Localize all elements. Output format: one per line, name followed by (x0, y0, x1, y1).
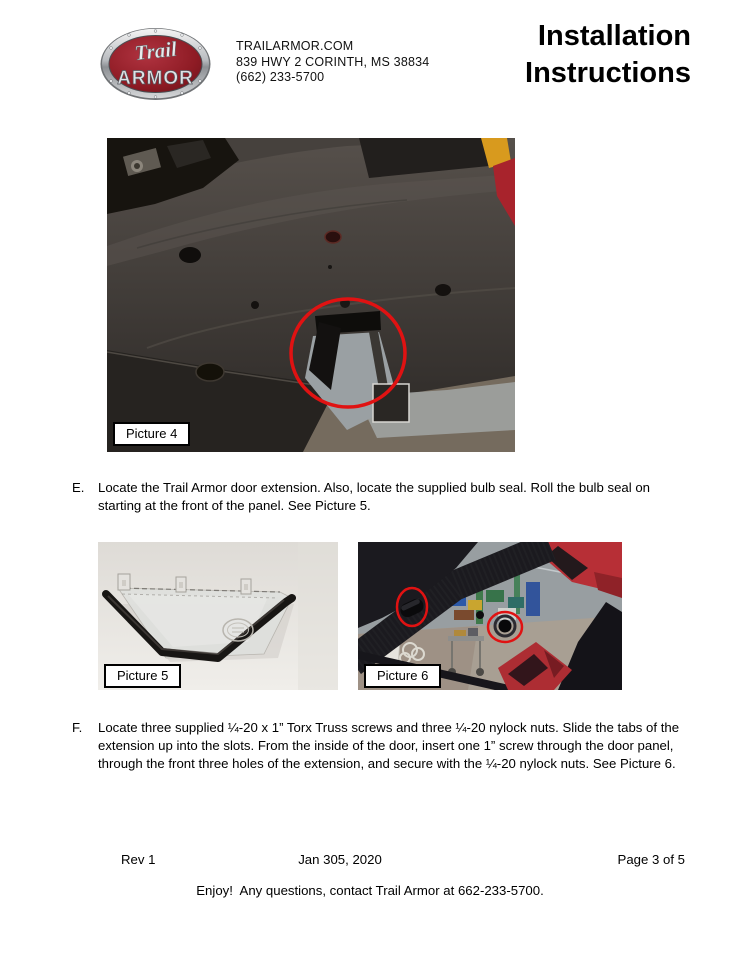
company-phone: (662) 233-5700 (236, 70, 325, 84)
step-e-text: Locate the Trail Armor door extension. Also, locate the supplied bulb seal. Roll the bulb seal on starting at the front of the panel. See Picture 5. (98, 480, 651, 513)
picture-4-photo (107, 138, 515, 452)
step-f-letter: F. (72, 720, 83, 735)
step-e (72, 479, 694, 515)
footer (0, 852, 740, 870)
picture-4-graphic (107, 138, 515, 452)
trail-armor-logo (99, 26, 212, 101)
picture-4-label: Picture 4 (113, 422, 190, 446)
step-e-letter: E. (72, 480, 85, 495)
picture-6-photo (358, 542, 622, 690)
footer-revision: Rev 1 (121, 852, 156, 867)
picture-6-label: Picture 6 (364, 664, 441, 688)
footer-contact-line: Enjoy! Any questions, contact Trail Armor at 662-233-5700. (196, 883, 544, 898)
picture-5-photo (98, 542, 338, 690)
footer-date: Jan 305, 2020 (298, 852, 382, 867)
logo-word-armor: ARMOR (117, 68, 194, 89)
company-address: 839 HWY 2 CORINTH, MS 38834 (236, 54, 430, 69)
page-title (371, 18, 691, 92)
step-f-text: Locate three supplied ¼-20 x 1” Torx Truss screws and three ¼-20 nylock nuts. Slide the tabs of the extension up into the slots. From the inside of the door, insert one 1” screw through the door panel, through the front three holes of the extension, and secure with the ¼-20 nylock nuts. See Picture 6. (98, 720, 680, 771)
picture-5-label: Picture 5 (104, 664, 181, 688)
logo-word-trail: Trail (133, 36, 179, 66)
page-title-line1: Installation (537, 20, 691, 52)
trail-armor-logo-graphic (99, 26, 212, 101)
page-title-line2: Instructions (525, 57, 691, 89)
footer-page-number: Page 3 of 5 (617, 852, 685, 867)
step-f (72, 719, 694, 773)
company-website: TRAILARMOR.COM (236, 39, 354, 53)
frame-hole-shape (499, 620, 512, 633)
